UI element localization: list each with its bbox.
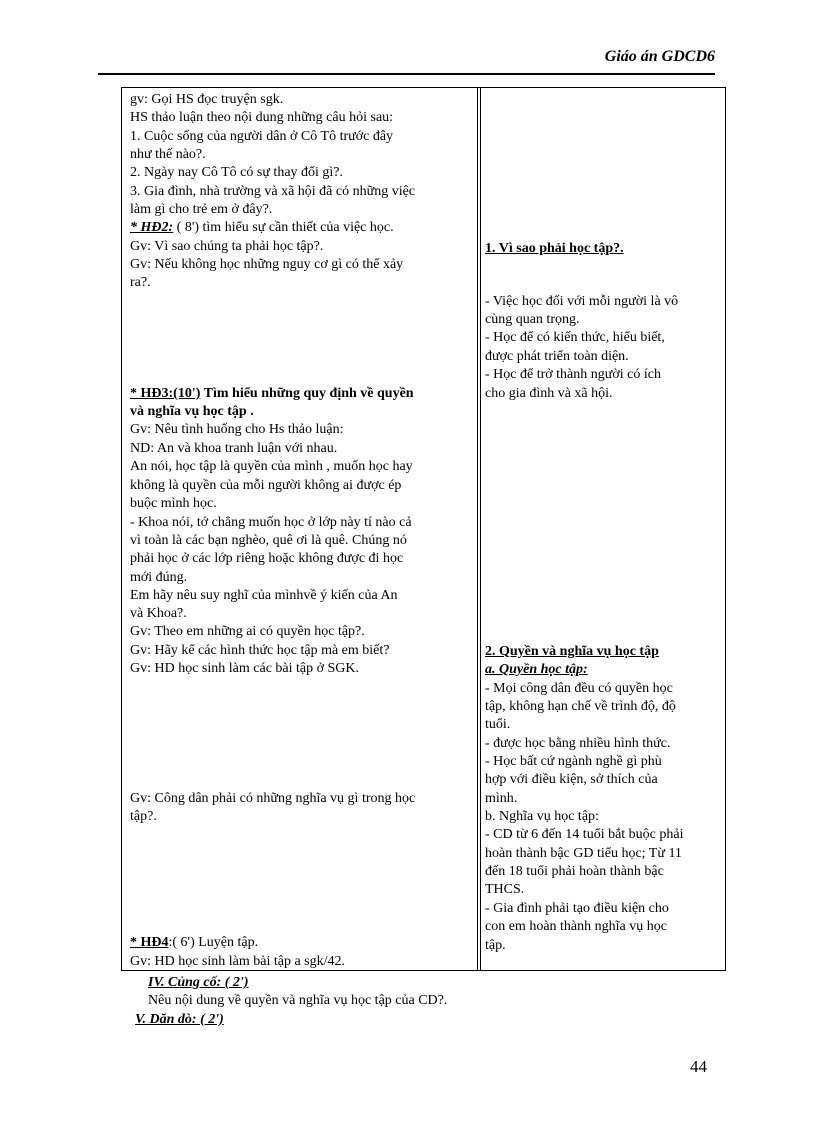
- left-column-line: [130, 587, 398, 605]
- left-column-text: gv: Gọi HS đọc truyện sgk.: [130, 92, 284, 107]
- left-column-line: [130, 201, 272, 219]
- left-column-text: ( 8') tìm hiểu sự cần thiết của việc học.: [173, 220, 394, 235]
- left-column-text: Gv: Hãy kể các hình thức học tập mà em biết?: [130, 643, 390, 658]
- right-column-line: [485, 661, 588, 679]
- left-column-line: [130, 440, 337, 458]
- right-column-line: [485, 366, 661, 384]
- left-column-line: [130, 403, 254, 421]
- right-column-text: b. Nghĩa vụ học tập:: [485, 809, 599, 824]
- header-rule: [98, 73, 715, 75]
- left-column-line: [130, 808, 157, 826]
- right-column-line: [485, 881, 524, 899]
- left-column-line: [130, 495, 217, 513]
- left-column-text: * HĐ4: [130, 935, 169, 950]
- left-column-line: [130, 642, 390, 660]
- left-column-text: HS thảo luận theo nội dung những câu hỏi sau:: [130, 110, 394, 125]
- right-column-line: [485, 240, 624, 258]
- left-column-text: làm gì cho trẻ em ở đây?.: [130, 202, 273, 217]
- left-column-text: Gv: Vì sao chúng ta phải học tập?.: [130, 239, 324, 254]
- right-column-text: hợp với điều kiện, sở thích của: [485, 772, 658, 787]
- column-divider: [477, 88, 481, 970]
- left-column-text: Gv: HD học sinh làm các bài tập ở SGK.: [130, 661, 360, 676]
- left-column-line: [130, 550, 403, 568]
- right-column-text: - Học để có kiến thức, hiểu biết,: [485, 330, 665, 345]
- left-column-text: Tìm hiểu những quy định về quyền: [200, 386, 414, 401]
- left-column-line: [130, 934, 258, 952]
- right-column-line: [485, 348, 629, 366]
- left-column-text: 2. Ngày nay Cô Tô có sự thay đổi gì?.: [130, 165, 344, 180]
- right-column-text: a. Quyền học tập:: [485, 662, 588, 677]
- right-column-line: [485, 385, 613, 403]
- left-column-line: [130, 164, 343, 182]
- right-column-line: [485, 808, 599, 826]
- left-column-text: * HĐ3:(10'): [130, 386, 201, 401]
- right-column-line: [485, 735, 670, 753]
- right-column-text: đến 18 tuổi phải hoàn thành bậc: [485, 864, 664, 879]
- left-column-line: [130, 605, 187, 623]
- right-column-text: - Việc học đối với mỗi người là vô: [485, 294, 679, 309]
- footer-text: IV. Củng cố: ( 2'): [148, 975, 249, 990]
- left-column-line: [130, 623, 365, 641]
- right-column-line: [485, 698, 676, 716]
- right-column-line: [485, 771, 658, 789]
- left-column-line: [130, 385, 414, 403]
- right-column-line: [485, 937, 506, 955]
- left-column-text: và nghĩa vụ học tập .: [130, 404, 254, 419]
- left-column-line: [130, 532, 407, 550]
- left-column-text: như thế nào?.: [130, 147, 206, 162]
- right-column-text: mình.: [485, 791, 518, 806]
- right-column-text: - Học bất cứ ngành nghề gì phù: [485, 754, 662, 769]
- left-column-text: ND: An và khoa tranh luận với nhau.: [130, 441, 338, 456]
- left-column-line: [130, 183, 415, 201]
- left-column-text: Gv: HD học sinh làm bài tập a sgk/42.: [130, 954, 346, 969]
- right-column-line: [485, 845, 682, 863]
- right-column-text: con em hoàn thành nghĩa vụ học: [485, 919, 667, 934]
- left-column-line: [130, 91, 283, 109]
- left-column-line: [130, 458, 413, 476]
- left-column-line: [130, 660, 359, 678]
- left-column-text: và Khoa?.: [130, 606, 187, 621]
- left-column-text: * HĐ2:: [130, 220, 174, 235]
- footer-text: Nêu nội dung về quyền và nghĩa vụ học tập của CD?.: [148, 993, 448, 1008]
- left-column-line: [130, 514, 412, 532]
- left-column-line: [130, 256, 403, 274]
- right-column-text: 2. Quyền và nghĩa vụ học tập: [485, 644, 659, 659]
- right-column-text: - Mọi công dân đều có quyền học: [485, 681, 673, 696]
- right-column-line: [485, 900, 669, 918]
- left-column-line: [130, 219, 394, 237]
- left-column-text: ra?.: [130, 275, 151, 290]
- footer-line: [148, 992, 447, 1010]
- right-column-text: - được học bằng nhiều hình thức.: [485, 736, 671, 751]
- right-column-text: tuổi.: [485, 717, 511, 732]
- left-column-line: [130, 790, 415, 808]
- right-column-line: [485, 716, 510, 734]
- right-column-text: - Gia đình phải tạo điều kiện cho: [485, 901, 669, 916]
- left-column-text: Gv: Công dân phải có những nghĩa vụ gì trong học: [130, 791, 416, 806]
- left-column-text: 3. Gia đình, nhà trường và xã hội đã có những việc: [130, 184, 416, 199]
- left-column-text: Em hãy nêu suy nghĩ của mìnhvề ý kiến của An: [130, 588, 398, 603]
- left-column-text: An nói, học tập là quyền của mình , muốn học hay: [130, 459, 413, 474]
- right-column-text: 1. Vì sao phải học tập?.: [485, 241, 624, 256]
- left-column-line: [130, 109, 393, 127]
- right-column-line: [485, 680, 673, 698]
- left-column-text: Gv: Theo em những ai có quyền học tập?.: [130, 624, 365, 639]
- right-column-line: [485, 918, 667, 936]
- right-column-line: [485, 863, 664, 881]
- right-column-text: - Học để trở thành người có ích: [485, 367, 661, 382]
- left-column-text: vì toàn là các bạn nghèo, quê ơi là quê. Chúng nó: [130, 533, 407, 548]
- right-column-text: được phát triển toàn diện.: [485, 349, 629, 364]
- left-column-text: buộc mình học.: [130, 496, 217, 511]
- left-column-line: [130, 953, 345, 971]
- left-column-line: [130, 477, 401, 495]
- left-column-line: [130, 274, 151, 292]
- left-column-text: Gv: Nếu không học những nguy cơ gì có thể xảy: [130, 257, 404, 272]
- right-column-text: cùng quan trọng.: [485, 312, 580, 327]
- right-column-line: [485, 293, 678, 311]
- left-column-text: phải học ở các lớp riêng hoặc không được đi học: [130, 551, 404, 566]
- right-column-line: [485, 753, 662, 771]
- right-column-text: hoàn thành bậc GD tiểu học; Từ 11: [485, 846, 682, 861]
- left-column-text: Gv: Nêu tình huống cho Hs thảo luận:: [130, 422, 344, 437]
- footer-text: V. Dăn dò: ( 2'): [135, 1012, 224, 1027]
- page-number: 44: [690, 1057, 707, 1076]
- right-column-text: - CD từ 6 đến 14 tuổi bắt buộc phải: [485, 827, 684, 842]
- footer-line: [148, 974, 248, 992]
- left-column-line: [130, 569, 187, 587]
- right-column-text: tập, không hạn chế về trình độ, độ: [485, 699, 676, 714]
- left-column-line: [130, 146, 206, 164]
- right-column-line: [485, 643, 659, 661]
- left-column-text: - Khoa nói, tớ chẳng muốn học ở lớp này tí nào cả: [130, 515, 412, 530]
- right-column-line: [485, 311, 579, 329]
- left-column-line: [130, 238, 323, 256]
- footer-line: [135, 1011, 224, 1029]
- right-column-text: cho gia đình và xã hội.: [485, 386, 613, 401]
- right-column-text: THCS.: [485, 882, 525, 897]
- left-column-text: không là quyền của mỗi người không ai được ép: [130, 478, 402, 493]
- right-column-line: [485, 329, 665, 347]
- header-title: Giáo án GDCD6: [604, 48, 715, 65]
- left-column-text: 1. Cuộc sống của người dân ở Cô Tô trước đây: [130, 129, 394, 144]
- left-column-text: mới đúng.: [130, 570, 188, 585]
- left-column-text: :( 6') Luyện tập.: [168, 935, 259, 950]
- right-column-line: [485, 790, 517, 808]
- right-column-line: [485, 826, 684, 844]
- left-column-line: [130, 421, 343, 439]
- right-column-text: tập.: [485, 938, 506, 953]
- left-column-text: tập?.: [130, 809, 157, 824]
- left-column-line: [130, 128, 393, 146]
